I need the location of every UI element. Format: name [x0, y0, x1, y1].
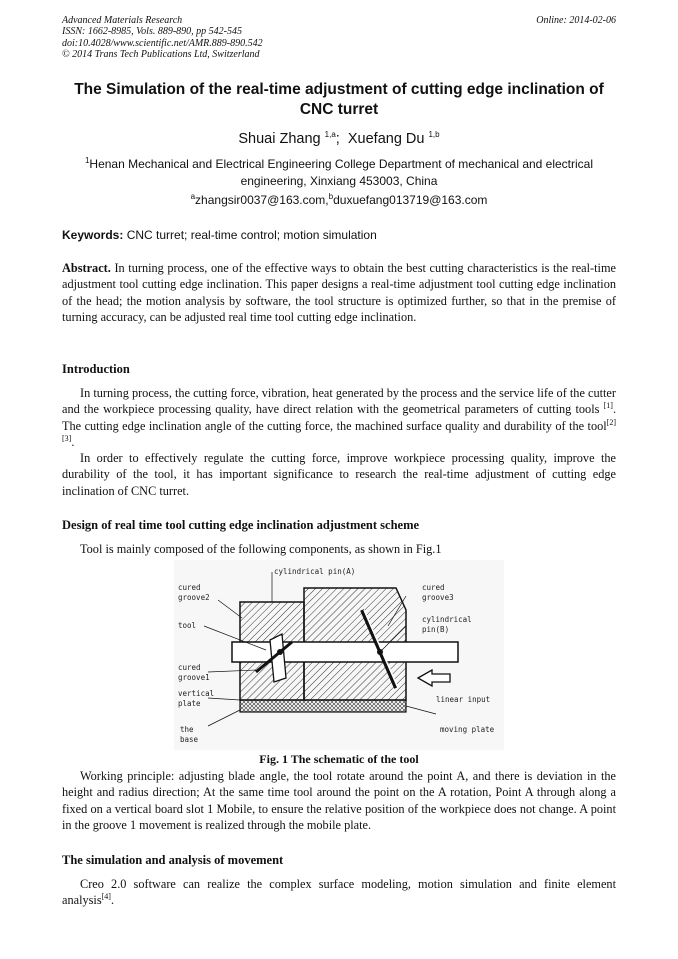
simulation-text-a: Creo 2.0 software can realize the complex surface modeling, motion simulation and finite element analysis: [62, 877, 616, 908]
abstract: [62, 260, 616, 326]
email-line: [62, 193, 616, 207]
label-cured-groove3-1: cured: [422, 583, 445, 592]
copyright-line: © 2014 Trans Tech Publications Ltd, Switzerland: [62, 49, 260, 61]
label-the-base-1: the: [180, 725, 194, 734]
intro-p1-a: In turning process, the cutting force, vibration, heat generated by the process and the service life of the cutter and the workpiece processing quality, have direct relation with the geometrical parameters of cutting tools: [62, 386, 616, 417]
online-date: Online: 2014-02-06: [536, 15, 616, 26]
label-cylindrical-pin-b-1: cylindrical: [422, 615, 472, 624]
email-b[interactable]: duxuefang013719@163.com: [333, 193, 488, 207]
simulation-paragraph: [62, 876, 616, 909]
simulation-heading: The simulation and analysis of movement: [62, 853, 284, 867]
label-cylindrical-pin-a: cylindrical pin(A): [274, 567, 356, 576]
journal-name: Advanced Materials Research: [62, 15, 183, 26]
affiliation-text: Henan Mechanical and Electrical Engineering College Department of mechanical and electrical engineering, Xinxiang 453003, China: [89, 157, 594, 188]
abstract-text: In turning process, one of the effective ways to obtain the best cutting characteristics is the real-time adjustment tool cutting edge inclination. This paper designs a real-time adjustment tool cutting edge inclination of the head; the motion analysis by software, the tool structure is optimized further, so that in the premise of turning accuracy, can be adjusted real time tool cutting edge inclination.: [62, 261, 616, 325]
keywords-label: Keywords:: [62, 228, 124, 242]
label-cured-groove2-1: cured: [178, 583, 201, 592]
journal-header: [62, 15, 263, 61]
paper-title: The Simulation of the real-time adjustment of cutting edge inclination of CNC turret: [74, 81, 604, 118]
label-moving-plate: moving plate: [440, 725, 495, 734]
tool-schematic-figure: [174, 560, 504, 750]
working-principle-paragraph: Working principle: adjusting blade angle, the tool rotate around the point A, and there is deviation in the height and radius direction; At the same time tool around the point on the A rotation, Point A through along a fixed on a vertical board slot 1 Mobile, to ensure the relative position of the workpiece does not change. A point in the groove 1 movement is realized through the mobile plate.: [62, 769, 616, 833]
intro-p1-b: . The cutting edge inclination angle of the cutting force, the machined surface quality and durability of the tool: [62, 402, 617, 433]
tool-shaft: [232, 642, 458, 662]
label-cured-groove3-2: groove3: [422, 593, 454, 602]
label-cured-groove1-2: groove1: [178, 673, 210, 682]
simulation-text-b: .: [110, 893, 115, 908]
introduction-paragraph-2: In order to effectively regulate the cutting force, improve workpiece processing quality, improve the durability of the tool, it has important significance to research the real-time adjustment of cutting edge inclination of CNC turret.: [62, 451, 616, 498]
intro-ref-2: [2][3]: [62, 417, 616, 444]
design-paragraph: Tool is mainly composed of the following components, as shown in Fig.1: [80, 542, 442, 556]
keywords-text: CNC turret; real-time control; motion simulation: [126, 228, 377, 242]
abstract-label: Abstract.: [62, 261, 111, 275]
label-tool: tool: [178, 621, 197, 630]
label-vertical-plate-1: vertical: [178, 689, 215, 698]
keywords: [62, 228, 616, 242]
author-2-sup: 1,b: [428, 130, 440, 140]
email-a-sup: a: [190, 192, 196, 201]
email-b-sup: b: [328, 192, 334, 201]
author-1-sup: 1,a: [324, 130, 336, 140]
author-line: [62, 131, 616, 147]
doi-line: doi:10.4028/www.scientific.net/AMR.889-890.542: [62, 37, 263, 49]
label-the-base-2: base: [180, 735, 199, 744]
base-plate: [240, 700, 406, 712]
intro-p1-c: .: [71, 435, 75, 450]
label-cured-groove2-2: groove2: [178, 593, 210, 602]
figure-caption: Fig. 1 The schematic of the tool: [259, 752, 419, 766]
pin-a-marker: [277, 649, 283, 655]
design-heading: Design of real time tool cutting edge inclination adjustment scheme: [62, 518, 420, 532]
issn-line: ISSN: 1662-8985, Vols. 889-890, pp 542-545: [62, 26, 242, 38]
author-1: Shuai Zhang: [238, 131, 321, 147]
label-cured-groove1-1: cured: [178, 663, 201, 672]
affiliation-sup: 1: [84, 156, 90, 165]
intro-ref-1: [1]: [603, 401, 613, 411]
affiliation: [62, 156, 616, 190]
label-linear-input: linear input: [436, 695, 491, 704]
email-a[interactable]: zhangsir0037@163.com,: [195, 193, 329, 207]
label-vertical-plate-2: plate: [178, 699, 201, 708]
author-separator: ;: [335, 131, 340, 147]
label-cylindrical-pin-b-2: pin(B): [422, 625, 450, 634]
introduction-heading: Introduction: [62, 362, 130, 376]
introduction-paragraph-1: [62, 385, 616, 451]
author-2: Xuefang Du: [347, 131, 425, 147]
simulation-ref: [4]: [101, 892, 111, 902]
